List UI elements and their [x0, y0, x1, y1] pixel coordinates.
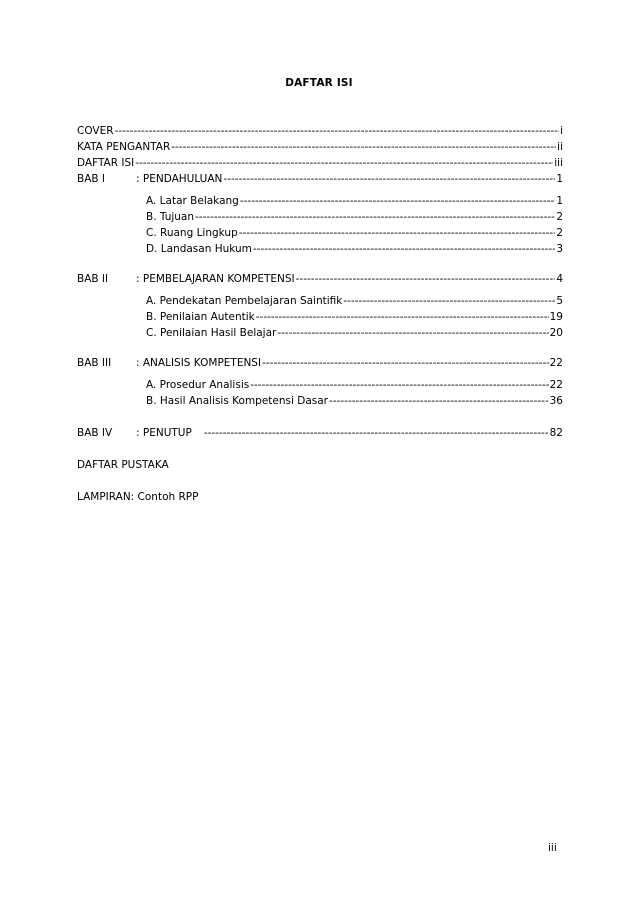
toc-section[interactable]: [146, 242, 563, 256]
toc-chapter-code: BAB I: [77, 173, 106, 185]
toc-page-number: 36: [549, 395, 563, 407]
toc-section[interactable]: [146, 378, 563, 392]
toc-label: C. Penilaian Hasil Belajar: [146, 327, 277, 339]
toc-page-number: 1: [556, 173, 563, 185]
toc-chapter-code: BAB IV: [77, 427, 113, 439]
toc-label: : PEMBELAJARAN KOMPETENSI: [136, 273, 295, 285]
toc-leader: [296, 272, 556, 286]
toc-page-number: 2: [556, 211, 563, 223]
toc-label: COVER: [77, 125, 114, 137]
toc-page-number: 1: [556, 195, 563, 207]
toc-chapter-bab-2[interactable]: [77, 272, 563, 286]
toc-page-number: 4: [556, 273, 563, 285]
toc-page-number: 82: [549, 427, 563, 439]
toc-leader: [135, 156, 553, 170]
toc-leader: [115, 124, 560, 138]
toc-section[interactable]: [146, 194, 563, 208]
toc-page-number: 22: [549, 379, 563, 391]
toc-page-number: ii: [557, 141, 563, 153]
toc-page-number: 20: [549, 327, 563, 339]
toc-label: A. Latar Belakang: [146, 195, 239, 207]
toc-leader: [240, 194, 555, 208]
page-title: DAFTAR ISI: [285, 77, 353, 89]
toc-label: A. Pendekatan Pembelajaran Saintifik: [146, 295, 343, 307]
toc-leader: [262, 356, 549, 370]
toc-leader: [343, 294, 555, 308]
toc-section[interactable]: [146, 326, 563, 340]
toc-leader: [171, 140, 556, 154]
toc-label: C. Ruang Lingkup: [146, 227, 238, 239]
toc-section[interactable]: [146, 226, 563, 240]
toc-entry-daftar-pustaka[interactable]: DAFTAR PUSTAKA: [77, 459, 169, 471]
toc-chapter-bab-3[interactable]: [77, 356, 563, 370]
toc-chapter-code: BAB III: [77, 357, 112, 369]
toc-leader: [223, 172, 555, 186]
toc-label: : ANALISIS KOMPETENSI: [136, 357, 262, 369]
toc-leader: [250, 378, 548, 392]
toc-entry-lampiran[interactable]: LAMPIRAN: Contoh RPP: [77, 491, 199, 503]
toc-entry-daftar-isi[interactable]: [77, 156, 563, 170]
toc-leader: [256, 310, 549, 324]
toc-chapter-bab-1[interactable]: [77, 172, 563, 186]
toc-section[interactable]: [146, 210, 563, 224]
toc-section[interactable]: [146, 394, 563, 408]
toc-label: A. Prosedur Analisis: [146, 379, 250, 391]
toc-section[interactable]: [146, 310, 563, 324]
toc-entry-kata-pengantar[interactable]: [77, 140, 563, 154]
toc-entry-cover[interactable]: [77, 124, 563, 138]
toc-leader: [253, 242, 555, 256]
toc-leader: [195, 210, 555, 224]
toc-label: KATA PENGANTAR: [77, 141, 171, 153]
toc-page-number: 5: [556, 295, 563, 307]
toc-leader: [204, 426, 549, 440]
toc-label: : PENUTUP: [136, 427, 192, 439]
toc-label: B. Penilaian Autentik: [146, 311, 255, 323]
toc-label: : PENDAHULUAN: [136, 173, 223, 185]
toc-label: DAFTAR ISI: [77, 157, 135, 169]
toc-label: B. Tujuan: [146, 211, 195, 223]
toc-leader: [329, 394, 549, 408]
toc-page-number: iii: [554, 157, 563, 169]
toc-leader: [239, 226, 556, 240]
toc-leader: [277, 326, 548, 340]
toc-page-number: i: [560, 125, 563, 137]
page-number: iii: [548, 842, 557, 854]
toc-label: D. Landasan Hukum: [146, 243, 252, 255]
toc-label: B. Hasil Analisis Kompetensi Dasar: [146, 395, 328, 407]
toc-section[interactable]: [146, 294, 563, 308]
toc-page-number: 19: [549, 311, 563, 323]
toc-chapter-bab-4[interactable]: [77, 426, 563, 440]
toc-page-number: 3: [556, 243, 563, 255]
toc-chapter-code: BAB II: [77, 273, 109, 285]
toc-page-number: 2: [556, 227, 563, 239]
toc-page-number: 22: [549, 357, 563, 369]
